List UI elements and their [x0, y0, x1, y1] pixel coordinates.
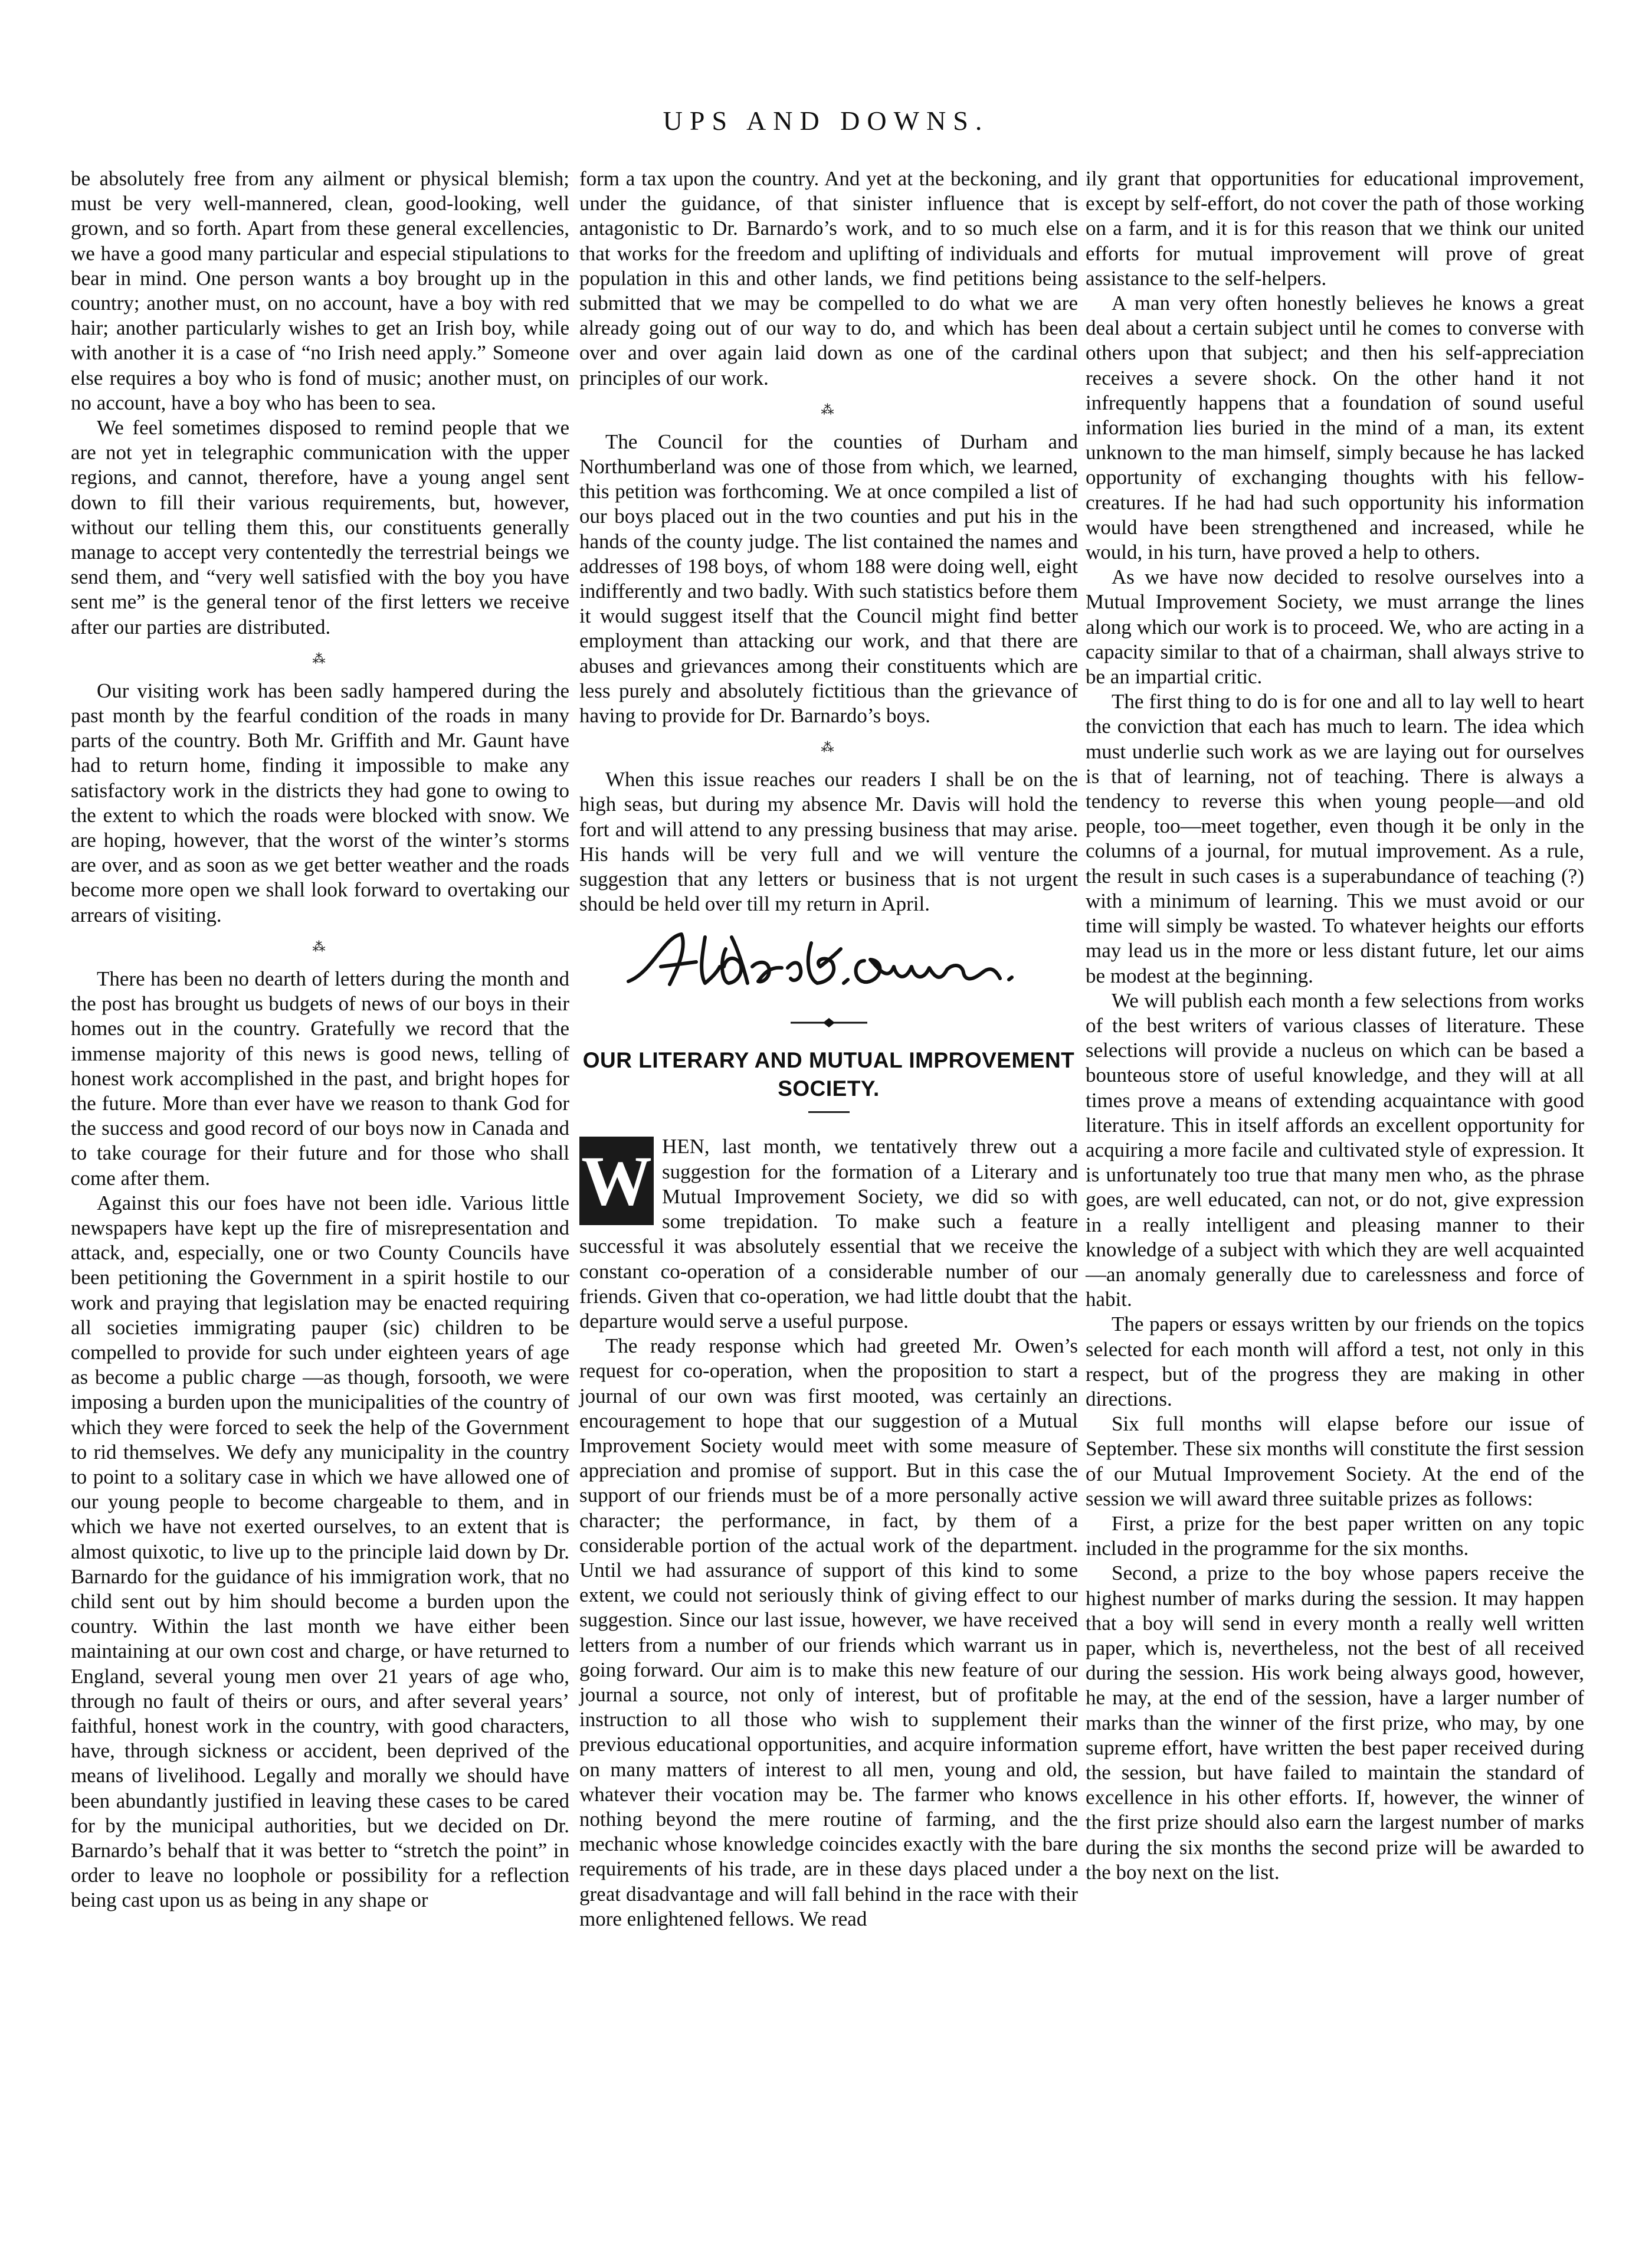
- column-3-paragraph-3: As we have now decided to resolve ourselves into a Mutual Improvement Society, we must arrange the lines along which our work is to proceed. We, who are acting in a capacity similar to that of a chairman, shall always strive to be an impartial critic.: [1086, 565, 1584, 689]
- column-2-paragraph-1: form a tax upon the country. And yet at the beckoning, and under the guidance, of that sinister influence that is antagonistic to Dr. Barnardo’s work, and to so much else that works for the freedom and uplifting of individuals and population in this and other lands, we find petitions being submitted that we may be compelled to do what we are already going out of our way to do, and which has been over and over again laid down as one of the cardinal principles of our work.: [579, 167, 1078, 389]
- heading-rule: [808, 1111, 850, 1113]
- column-1: [71, 166, 569, 1913]
- column-1-paragraph-2: We feel sometimes disposed to remind people that we are not yet in telegraphic communication with the upper regions, and cannot, therefore, have a young angel sent down to fill their various requirements, but, however, without our telling them this, our constituents generally manage to accept very contentedly the terrestrial beings we send them, and “very well satisfied with the boy you have sent me” is the general tenor of the first letters we receive after our parties are distributed.: [71, 416, 569, 639]
- section-break-asterism: ⁂: [821, 402, 837, 417]
- column-1-paragraph-4: There has been no dearth of letters during the month and the post has brought us budgets of news of our boys in their homes out in the country. Gratefully we record that the immense majority of this news is good news, telling of honest work accomplished in the past, and bright hopes for the future. More than ever have we reason to thank God for the success and good record of our boys now in Canada and to take courage for their future and for those who shall come after them.: [71, 967, 569, 1190]
- running-head: UPS AND DOWNS.: [663, 106, 989, 136]
- column-2-paragraph-5: The ready response which had greeted Mr. Owen’s request for co-operation, when the proposition to start a journal of our own was first mooted, was certainly an encouragement to hope that our suggestion of a Mutual Improvement Society would meet with some measure of appreciation and promise of support. But in this case the support of our friends must be of a more personally active character; the performance, in fact, by them of a considerable portion of the actual work of the department. Until we had assurance of support of this kind to some extent, we could not seriously think of giving effect to our suggestion. Since our last issue, however, we have received letters from a number of our friends which warrant us in going forward. Our aim is to make this new feature of our journal a source, not only of interest, but of profitable instruction to all those who wish to supplement their previous educational opportunities, and acquire information on many matters of interest to all men, young and old, whatever their vocation may be. The farmer who knows nothing beyond the mere routine of farming, and the mechanic whose knowledge coincides exactly with the bare requirements of his trade, are in these days placed under a great disadvantage and will fall behind in the race with their more enlightened fellows. We read: [579, 1334, 1078, 1930]
- article-opening: [579, 1134, 1078, 1334]
- section-break-asterism: ⁂: [312, 939, 328, 954]
- column-3-paragraph-2: A man very often honestly believes he knows a great deal about a certain subject until he comes to converse with others upon that subject; and then his self-appreciation receives a severe shock. On the other hand it not infrequently happens that a foundation of sound useful information lies buried in the mind of a man, its extent unknown to the man himself, simply because he has lacked opportunity of exchanging thoughts with his fellow-creatures. If he had had such opportunity his information would have been strengthened and increased, while he would, in his turn, have proved a help to others.: [1086, 292, 1584, 564]
- drop-cap-initial: W: [579, 1137, 654, 1225]
- column-3-paragraph-7: Six full months will elapse before our issue of September. These six months will constitute the first session of our Mutual Improvement Society. At the end of the session we will award three suitable prizes as follows:: [1086, 1412, 1584, 1510]
- section-break-asterism: ⁂: [821, 740, 837, 755]
- column-3-paragraph-4: The first thing to do is for one and all to lay well to heart the conviction that each has much to learn. The idea which must underlie such work as we are laying out for ourselves is that of learning, not of teaching. There is always a tendency to reverse this when young people—and old people, too—meet together, even though it be only in the columns of a journal, for mutual improvement. As a rule, the result in such cases is a superabundance of teaching (?) with a minimum of learning. This we must avoid or our time will simply be wasted. To whatever heights our efforts may lead us in the more or less distant future, let our aims be modest at the beginning.: [1086, 690, 1584, 987]
- section-break-asterism: ⁂: [312, 651, 328, 666]
- signature-image: [617, 925, 1041, 996]
- column-1-paragraph-3: Our visiting work has been sadly hampered during the past month by the fearful condition of the roads in many parts of the country. Both Mr. Griffith and Mr. Gaunt have had to return home, finding it impossible to make any satisfactory work in the districts they had gone to owing to the extent to which the roads were blocked with snow. We are hoping, however, that the worst of the winter’s storms are over, and as soon as we get better weather and the roads become more open we shall look forward to overtaking our arrears of visiting.: [71, 679, 569, 927]
- column-3: [1086, 166, 1584, 1885]
- column-3-paragraph-9: Second, a prize to the boy whose papers receive the highest number of marks during the session. It may happen that a boy will send in every month a really well written paper, which is, nevertheless, not the best of all received during the session. His work being always good, however, he may, at the end of the session, have a larger number of marks than the winner of the first prize, who may, by one supreme effort, have written the best paper received during the session, but have failed to maintain the standard of excellence in his other efforts. If, however, the winner of the first prize should also earn the largest number of marks during the six months the second prize will be awarded to the boy next on the list.: [1086, 1561, 1584, 1884]
- handwritten-signature: [579, 916, 1078, 1005]
- column-3-paragraph-6: The papers or essays written by our friends on the topics selected for each month will afford a test, not only in this respect, but of the progress they are making in other directions.: [1086, 1312, 1584, 1410]
- column-2-paragraph-2: The Council for the counties of Durham and Northumberland was one of those from which, we learned, this petition was forthcoming. We at once compiled a list of our boys placed out in the two counties and put his in the hands of the county judge. The list contained the names and addresses of 198 boys, of whom 188 were doing well, eight indifferently and two badly. With such statistics before them it would suggest itself that the Council might find better employment than attacking our work, and that there are abuses and grievances among their constituents which are less purely and absolutely fictitious than the grievance of having to provide for Dr. Barnardo’s boys.: [579, 430, 1078, 728]
- column-3-paragraph-1: ily grant that opportunities for educational improvement, except by self-effort, do not cover the path of those working on a farm, and it is for this reason that we think our united efforts for mutual improvement will prove of great assistance to the self-helpers.: [1086, 167, 1584, 290]
- section-heading: OUR LITERARY AND MUTUAL IMPROVEMENT SOCIETY.: [582, 1048, 1075, 1101]
- ornamental-rule: [579, 1005, 1078, 1040]
- column-2-paragraph-4: HEN, last month, we tentatively threw out a suggestion for the formation of a Literary and Mutual Improvement Society, we did so with some trepidation. To make such a feature successful it was absolutely essential that we receive the constant co-operation of a considerable number of our friends. Given that co-operation, we had little doubt that the departure would serve a useful purpose.: [579, 1135, 1078, 1333]
- column-1-paragraph-5: Against this our foes have not been idle. Various little newspapers have kept up the fire of misrepresentation and attack, and, especially, one or two County Councils have been petitioning the Government in a spirit hostile to our work and praying that legislation may be enacted requiring all societies immigrating pauper (sic) children to be compelled to provide for such under eighteen years of age as become a public charge —as though, forsooth, we were imposing a burden upon the municipalities of the country of which they were forced to seek the help of the Government to rid themselves. We defy any municipality in the country to point to a solitary case in which we have allowed one of our young people to become chargeable to them, and in which we have not exerted ourselves, to an extent that is almost quixotic, to live up to the principle laid down by Dr. Barnardo for the guidance of his immigration work, that no child sent out by him should become a burden upon the country. Within the last month we have either been maintaining at our own cost and charge, or have returned to England, several young men over 21 years of age who, through no fault of theirs or ours, and after several years’ faithful, honest work in the country, with good characters, have, through sickness or accident, been deprived of the means of livelihood. Legally and morally we should have been abundantly justified in leaving these cases to be cared for by the municipal authorities, but we decided on Dr. Barnardo’s behalf that it was better to “stretch the point” in order to leave no loophole or possibility for a reflection being cast upon us as being in any shape or: [71, 1191, 569, 1912]
- column-2-paragraph-3: When this issue reaches our readers I shall be on the high seas, but during my absence Mr. Davis will hold the fort and will attend to any pressing business that may arise. His hands will be very full and we will venture the suggestion that any letters or business that is not urgent should be held over till my return in April.: [579, 768, 1078, 916]
- column-1-paragraph-1: be absolutely free from any ailment or physical blemish; must be very well-mannered, clean, good-looking, well grown, and so forth. Apart from these general excellencies, we have a good many particular and especial stipulations to bear in mind. One person wants a boy brought up in the country; another must, on no account, have a boy with red hair; another particularly wishes to get an Irish boy, while with another it is a case of “no Irish need apply.” Someone else requires a boy who is fond of music; another must, on no account, have a boy who has been to sea.: [71, 167, 569, 414]
- column-3-paragraph-5: We will publish each month a few selections from works of the best writers of various classes of literature. These selections will provide a nucleus on which can be based a bounteous store of useful knowledge, and they will at all times prove a means of extending acquaintance with good literature. This in itself affords an excellent opportunity for acquiring a more facile and cultivated style of expression. It is unfortunately too true that many men who, as the phrase goes, are well educated, can not, or do not, give expression in a really intelligent and pleasing manner to their knowledge of a subject with which they are well acquainted—an anomaly generally due to carelessness and force of habit.: [1086, 988, 1584, 1311]
- column-2: [579, 166, 1078, 1932]
- column-3-paragraph-8: First, a prize for the best paper written on any topic included in the programme for the six months.: [1086, 1511, 1584, 1560]
